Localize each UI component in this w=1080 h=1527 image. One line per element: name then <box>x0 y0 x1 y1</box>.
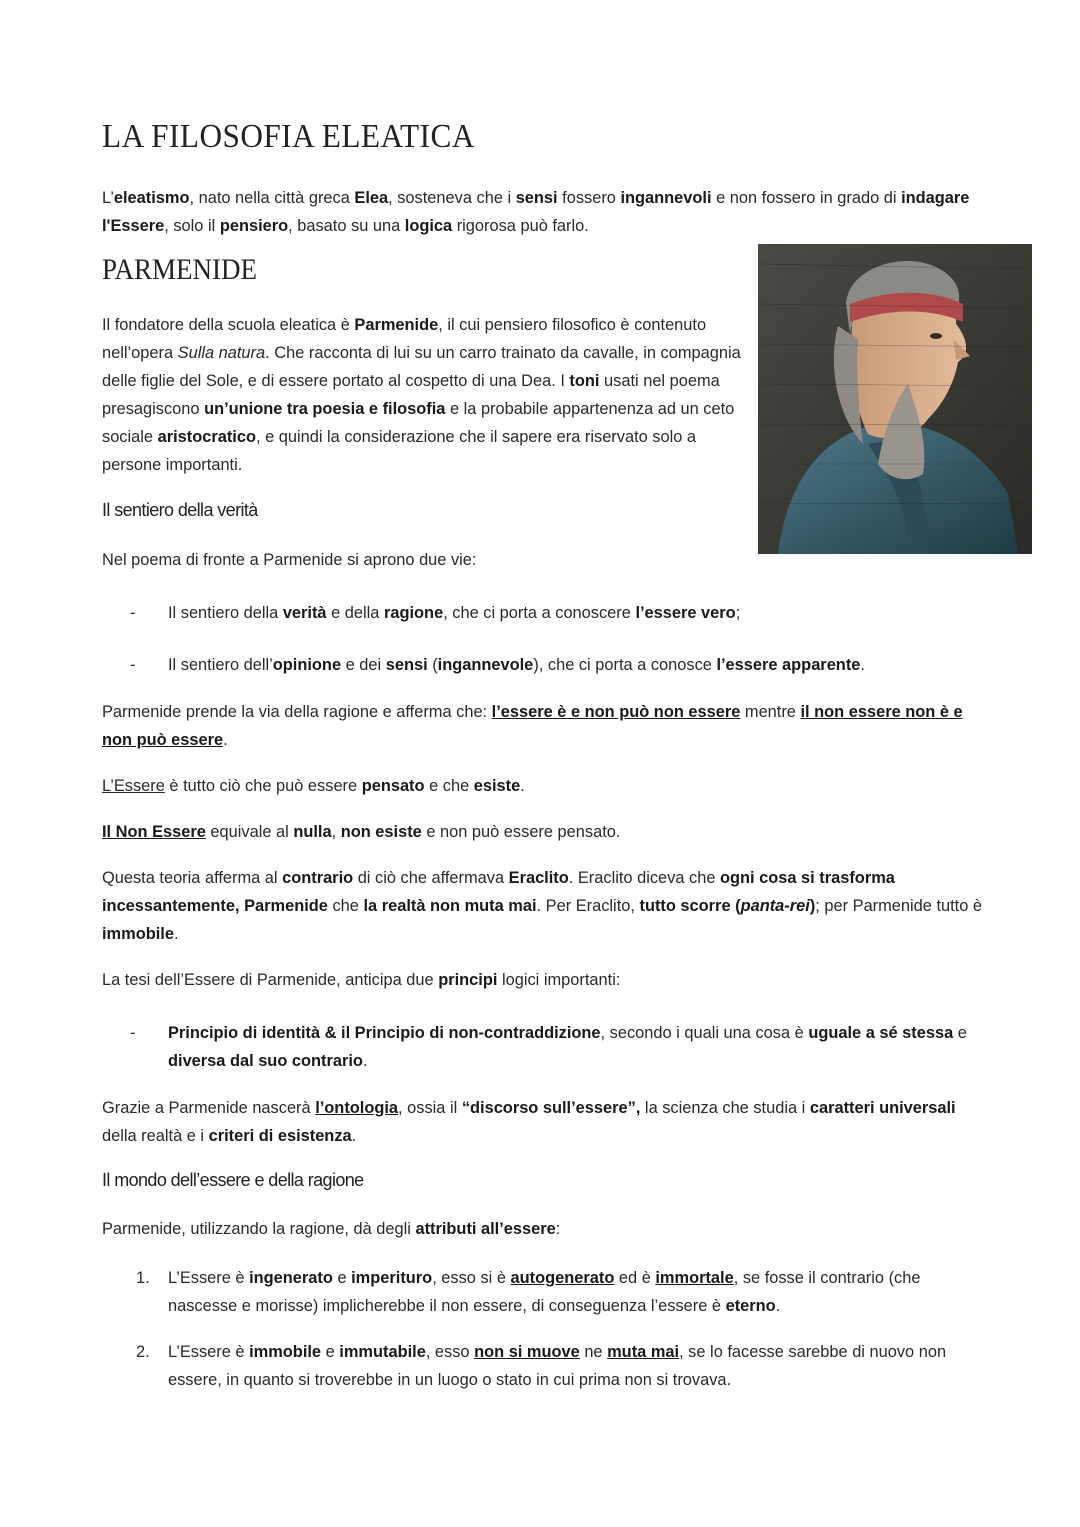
list-number: 1. <box>136 1269 150 1287</box>
list-item-text: Il sentiero dell’opinione e dei sensi (ingannevole), che ci porta a conosce l’essere apparente. <box>168 656 865 674</box>
list-marker: - <box>130 1024 136 1042</box>
list-item-text: Principio di identità & il Principio di non-contraddizione, secondo i quali una cosa è uguale a sé stessa e diversa dal suo contrario. <box>168 1024 967 1070</box>
list-marker: - <box>130 656 136 674</box>
parmenide-heading: PARMENIDE <box>102 253 258 286</box>
essere-definition: L’Essere è tutto ciò che può essere pensato e che esiste. <box>102 777 525 795</box>
ontologia-paragraph: Grazie a Parmenide nascerà l’ontologia, ossia il “discorso sull’essere”, la scienza che studia i caratteri universali della realtà e i criteri di esistenza. <box>102 1099 956 1145</box>
list-item-attributo-1 <box>136 1264 986 1320</box>
fondatore-paragraph: Il fondatore della scuola eleatica è Parmenide, il cui pensiero filosofico è contenuto nell’opera Sulla natura. Che racconta di lui su un carro trainato da cavalle, in compagnia delle figlie del Sole, e di essere portato al cospetto di una Dea. I toni usati nel poema presagiscono un’unione tra poesia e filosofia e la probabile appartenenza ad un ceto sociale aristocratico, e quindi la considerazione che il sapere era riservato solo a persone importanti. <box>102 316 741 474</box>
list-item-text: L’Essere è ingenerato e imperituro, esso si è autogenerato ed è immortale, se fosse il contrario (che nascesse e morisse) implicherebbe il non essere, di conseguenza l’essere è eterno. <box>168 1269 921 1315</box>
afferma-paragraph: Parmenide prende la via della ragione e afferma che: l’essere è e non può non essere mentre il non essere non è e non può essere. <box>102 703 963 749</box>
intro-paragraph: L’eleatismo, nato nella città greca Elea, sosteneva che i sensi fossero ingannevoli e non fossero in grado di indagare l'Essere, solo il pensiero, basato su una logica rigorosa può farlo. <box>102 189 970 235</box>
page-title: LA FILOSOFIA ELEATICA <box>102 118 475 155</box>
sentiero-heading: Il sentiero della verità <box>102 500 258 520</box>
list-item-principi <box>130 1019 980 1075</box>
list-item-text: Il sentiero della verità e della ragione, che ci porta a conoscere l’essere vero; <box>168 604 741 622</box>
list-marker: - <box>130 604 136 622</box>
attributi-paragraph: Parmenide, utilizzando la ragione, dà degli attributi all’essere: <box>102 1220 561 1238</box>
list-number: 2. <box>136 1343 150 1361</box>
principi-paragraph: La tesi dell’Essere di Parmenide, anticipa due principi logici importanti: <box>102 971 621 989</box>
list-item-via-verita <box>130 599 980 627</box>
portrait-illustration <box>758 244 1032 554</box>
list-item-attributo-2 <box>136 1338 986 1394</box>
due-vie-paragraph: Nel poema di fronte a Parmenide si aprono due vie: <box>102 551 477 569</box>
list-item-via-opinione <box>130 651 980 679</box>
eraclito-paragraph: Questa teoria afferma al contrario di ciò che affermava Eraclito. Eraclito diceva che ogni cosa si trasforma incessantemente, Parmenide che la realtà non muta mai. Per Eraclito, tutto scorre (panta-rei); per Parmenide tutto è immobile. <box>102 869 983 943</box>
non-essere-definition: Il Non Essere equivale al nulla, non esiste e non può essere pensato. <box>102 823 621 841</box>
list-item-text: L’Essere è immobile e immutabile, esso non si muove ne muta mai, se lo facesse sarebbe di nuovo non essere, in quanto si troverebbe in un luogo o stato in cui prima non si trovava. <box>168 1343 947 1389</box>
mondo-heading: Il mondo dell’essere e della ragione <box>102 1170 364 1190</box>
parmenide-portrait-image <box>758 244 1032 554</box>
